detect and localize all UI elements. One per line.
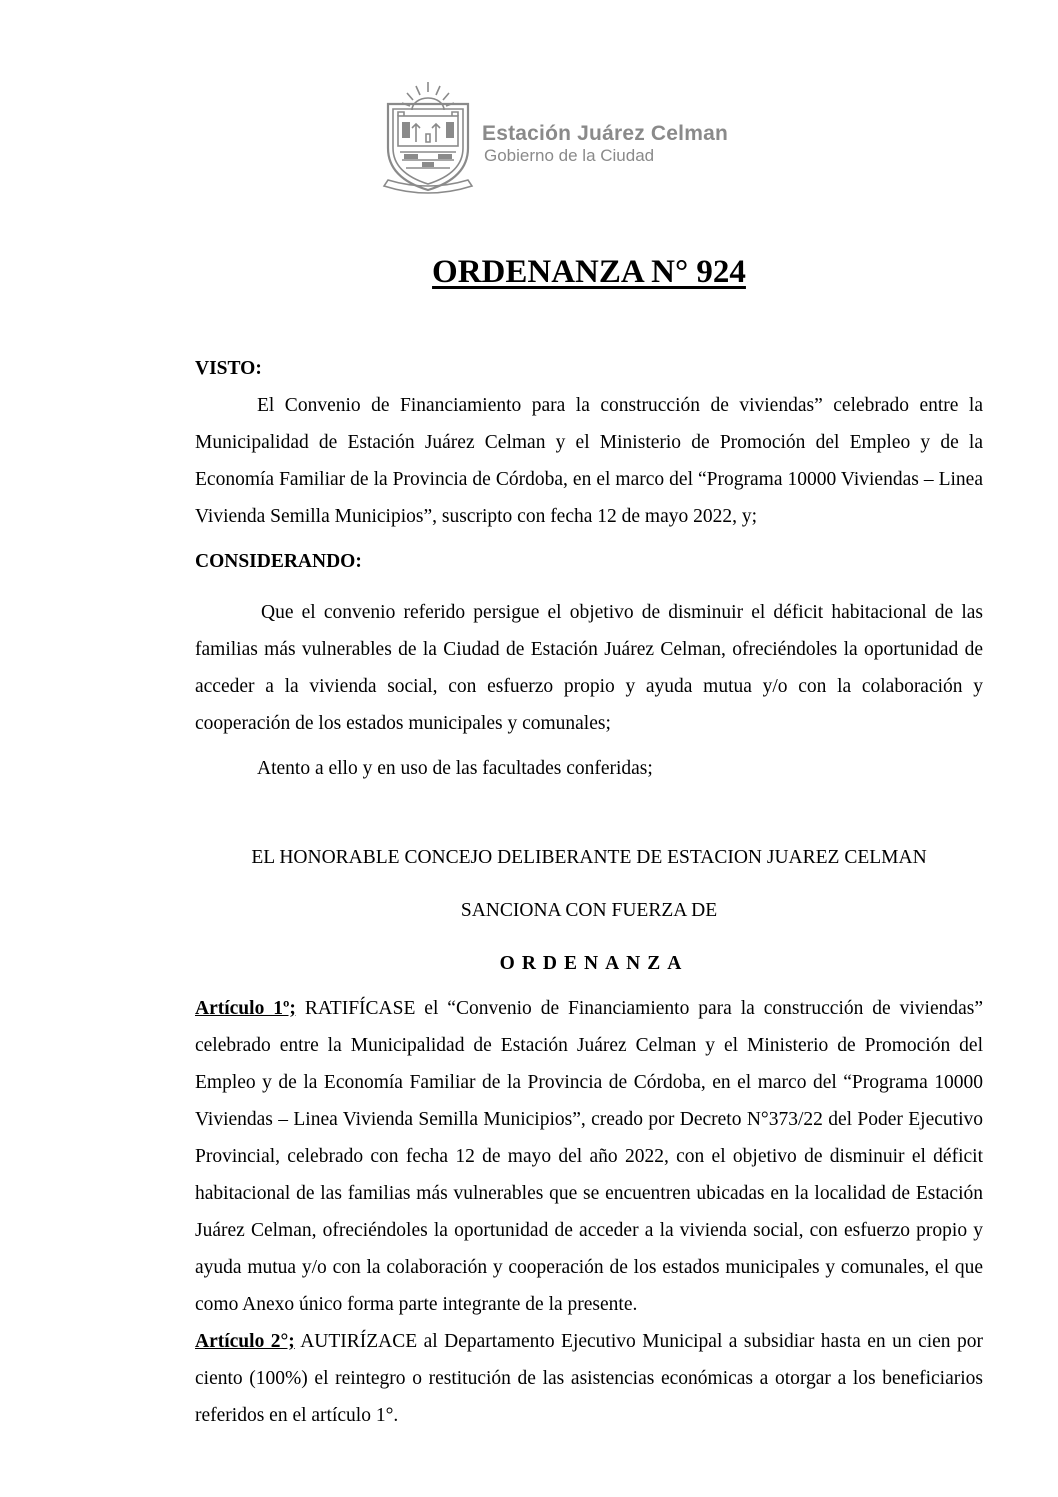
brand-subtitle: Gobierno de la Ciudad [484,146,655,165]
visto-paragraph: El Convenio de Financiamiento para la construcción de viviendas” celebrado entre la Municipalidad de Estación Juárez Celman y el Ministerio de Promoción del Empleo y de la Economía Familiar de la Provincia de Córdoba, en el marco del “Programa 10000 Viviendas – Linea Vivienda Semilla Municipios”, suscripto con fecha 12 de mayo 2022, y; [195,395,983,527]
atento-paragraph: Atento a ello y en uso de las facultades conferidas; [257,758,653,779]
article-2 [195,1323,983,1434]
brand-name: Estación Juárez Celman [482,122,728,145]
article-1 [195,990,983,1323]
document-title: ORDENANZA N° 924 [432,254,746,290]
visto-heading: VISTO: [195,358,262,379]
article-1-label: Artículo 1º; [195,998,296,1019]
sanciona-line: SANCIONA CON FUERZA DE [460,900,718,921]
article-2-label: Artículo 2°; [195,1331,295,1352]
article-2-text: AUTIRÍZACE al Departamento Ejecutivo Municipal a subsidiar hasta en un cien por ciento (100%) el reintegro o restitución de las asistencias económicas a otorgar a los beneficiarios referidos en el artículo 1°. [195,1331,983,1426]
municipal-crest-icon [380,78,476,196]
considerando-heading: CONSIDERANDO: [195,551,362,572]
brand-block [482,122,728,166]
document-body [195,350,983,1434]
letterhead [380,78,780,198]
considerando-paragraph: Que el convenio referido persigue el objetivo de disminuir el déficit habitacional de las familias más vulnerables de la Ciudad de Estación Juárez Celman, ofreciéndoles la oportunidad de acceder a la vivienda social, con esfuerzo propio y ayuda mutua y/o con la colaboración y cooperación de los estados municipales y comunales; [195,602,983,734]
council-line: EL HONORABLE CONCEJO DELIBERANTE DE ESTACION JUAREZ CELMAN [251,847,927,868]
ordenanza-heading: ORDENANZA [499,953,689,974]
article-1-text: RATIFÍCASE el “Convenio de Financiamiento para la construcción de viviendas” celebrado entre la Municipalidad de Estación Juárez Celman y el Ministerio de Promoción del Empleo y de la Economía Familiar de la Provincia de Córdoba, en el marco del “Programa 10000 Viviendas – Linea Vivienda Semilla Municipios”, creado por Decreto N°373/22 del Poder Ejecutivo Provincial, celebrado con fecha 12 de mayo del año 2022, con el objetivo de disminuir el déficit habitacional de las familias más vulnerables que se encuentren ubicadas en la localidad de Estación Juárez Celman, ofreciéndoles la oportunidad de acceder a la vivienda social, con esfuerzo propio y ayuda mutua y/o con la colaboración y cooperación de los estados municipales y comunales, el que como Anexo único forma parte integrante de la presente. [195,998,984,1315]
